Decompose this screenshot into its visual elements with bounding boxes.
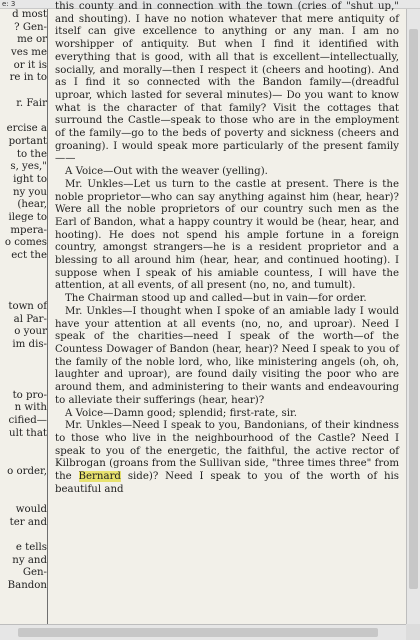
left-column-line: n with [14, 402, 47, 414]
article-paragraph: A Voice—Out with the weaver (yelling). [65, 166, 268, 178]
left-column-line: ight to [13, 173, 47, 185]
left-column-line: ny and [12, 554, 47, 566]
left-column-line [0, 111, 47, 124]
paragraph-text: Mr. Unkles—Need I speak to you, Bandonians, of their kindness to those who live in the neighbourhood of the Castle? Need I speak to you of the energetic, the faithful, the active rector of Kilbrogan (groans from the Sullivan side, "three times three" from the [55, 420, 399, 483]
left-column-line: o order, [7, 465, 47, 477]
vertical-scroll-thumb[interactable] [409, 29, 418, 589]
left-column-line: o your [14, 326, 47, 338]
left-column-line [0, 377, 47, 390]
left-column-line [0, 491, 47, 504]
left-column-line: ilege to [8, 212, 47, 223]
left-column-line [0, 529, 47, 542]
left-column-line: cified— [8, 415, 47, 426]
left-column-line: r. Fair [16, 97, 47, 109]
left-column-line: ercise a [6, 123, 47, 135]
horizontal-scrollbar[interactable] [0, 624, 406, 640]
article-paragraph: A Voice—Damn good; splendid; first-rate, sir. [65, 407, 298, 419]
left-column-line: o comes [4, 237, 47, 249]
paragraph-text: side)? Need I speak to you of the worth of his beautiful and [55, 471, 399, 495]
page-label: e: 3 [0, 0, 420, 9]
left-column-line: (hear, [17, 199, 47, 211]
left-column-line: al Par- [13, 313, 47, 325]
left-column-line: d most [12, 9, 47, 20]
article-paragraph: this county and in connection with the town (cries of "shut up," and shouting). I have no notion whatever that mere antiquity of itself can give excellence to anything or any man. I am no worshipper of antiquity. But when I find it identified with everything that is good, with all that is excellent—intellectually, socially, and morally—then I respect it (cheers and hooting). And as I find it so connected with the Bandon family—(dreadful uproar, which lasted for several minutes)— Do you want to know what is the character of that family? Visit the cottages that surround the Castle—speak to those who are in the employment of the family—go to the beds of poverty and sickness (cheers and groaning). I would speak more particularly of the present family—— [55, 1, 399, 165]
left-column-line: ves me [11, 47, 47, 59]
left-column-line [0, 478, 47, 491]
article-paragraph: Mr. Unkles—Let us turn to the castle at present. There is the noble proprietor—who can say anything against him (hear, hear)? Were all the noble proprietors of our country such men as the Earl of Bandon, what a happy country it would be (hear, hear, and hooting). He does not spend his ample fortune in a foreign country, amongst strangers—he is a resident proprietor and a blessing to all around him (hear, hear, and continued hooting). I suppose when I speak of his amiable countess, I will have the attention, at all events, of all present (no, no, and tumult). [55, 178, 399, 292]
scroll-corner [406, 624, 420, 640]
left-column-line: ny you [12, 186, 47, 198]
article-paragraph: Mr. Unkles—I thought when I spoke of an amiable lady I would have your attention at all events (no, no, and uproar). Need I speak of the charities—need I speak of the worth—of the Countess Dowager of Bandon (hear, hear)? Need I speak to you of the family of the noble lord, who, like ministering angels (oh, oh, laughter and uproar), are found daily visiting the poor who are around them, and administering to their wants and endeavouring to alleviate their sufferings (hear, hear)? [55, 305, 399, 406]
left-column-line: ter and [9, 516, 47, 528]
vertical-scrollbar[interactable] [406, 9, 420, 624]
left-column-line [0, 352, 47, 365]
left-column-line: portant [8, 135, 47, 147]
article-paragraph [55, 420, 399, 496]
column-divider [47, 9, 48, 624]
left-column-line [0, 364, 47, 377]
left-column-line: im dis- [12, 338, 47, 350]
left-column-line [0, 263, 47, 276]
left-column-line: e tells [15, 541, 47, 553]
left-column-line [0, 453, 47, 466]
article-column [55, 1, 399, 496]
left-column-line [0, 85, 47, 98]
left-column-line: ? Gen- [14, 21, 47, 33]
left-column-line: to pro- [12, 389, 47, 401]
left-column-line: s, yes," [10, 161, 47, 173]
left-column-line: would [15, 503, 47, 515]
left-column-line: Bandon [7, 579, 47, 591]
left-column-line: mpera- [10, 224, 47, 236]
left-column-line: re in to [9, 72, 47, 84]
horizontal-scroll-thumb[interactable] [18, 628, 378, 637]
left-column-line [0, 288, 47, 301]
left-column-line: Gen- [22, 567, 47, 579]
left-column-line: to the [16, 148, 47, 160]
left-column-line: or it is [13, 59, 47, 71]
left-column-line: ect the [11, 250, 47, 262]
left-column-line [0, 275, 47, 288]
left-column-line: me or [17, 34, 47, 46]
left-column-line: ult that [9, 427, 47, 439]
left-column-line: town of [8, 300, 47, 312]
left-column-line [0, 440, 47, 453]
left-column-fragment [0, 9, 47, 624]
search-highlight: Bernard [78, 471, 121, 483]
article-paragraph: The Chairman stood up and called—but in vain—for order. [65, 293, 367, 305]
